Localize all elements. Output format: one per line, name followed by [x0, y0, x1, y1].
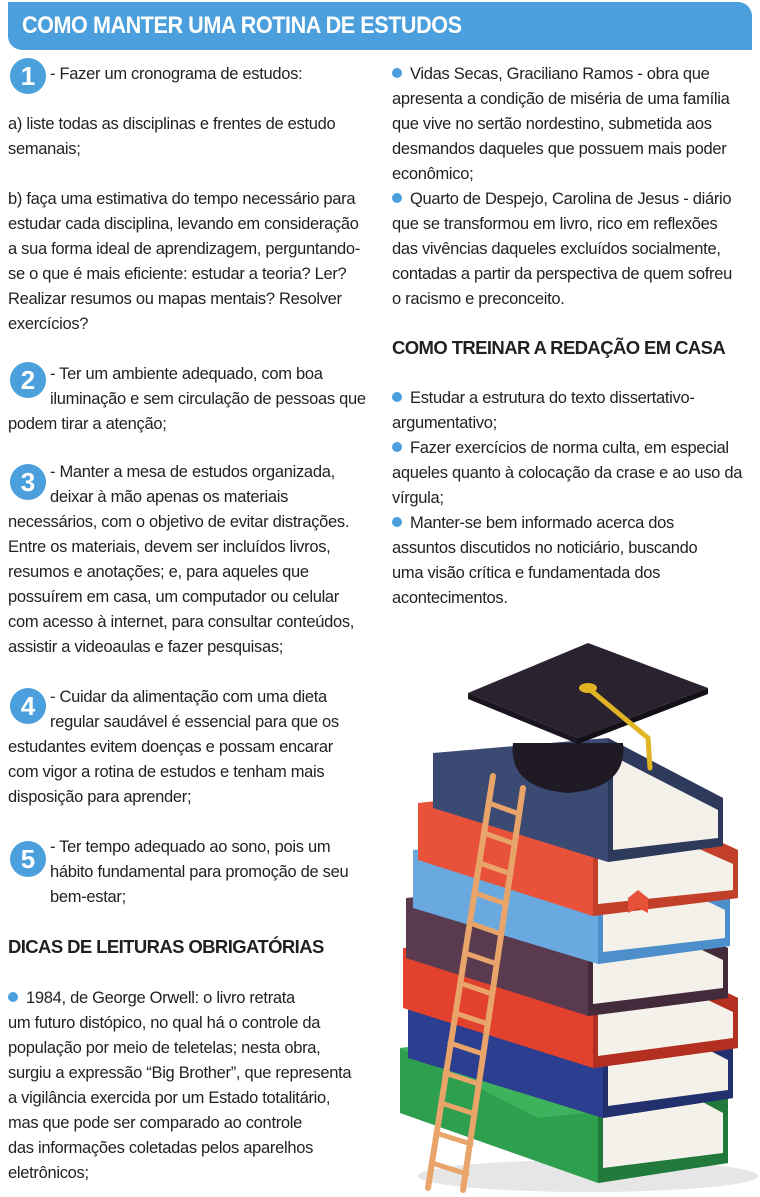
writing-line: Estudar a estrutura do texto dissertativo-: [410, 389, 695, 407]
reading-line: mas que pode ser comparado ao controle: [8, 1114, 303, 1132]
bullet-icon: [392, 193, 402, 203]
bullet-icon: [392, 392, 402, 402]
writing-line: vírgula;: [392, 489, 444, 507]
writing-line: Fazer exercícios de norma culta, em especial: [410, 439, 729, 457]
bullet-icon: [8, 992, 18, 1002]
step-3-line: assistir a videoaulas e fazer pesquisas;: [8, 638, 284, 656]
step-3-line: resumos e anotações; e, para aqueles que: [8, 563, 309, 581]
step-1-b-line: exercícios?: [8, 315, 89, 333]
step-4-line: estudantes evitem doenças e possam encarar: [8, 738, 333, 756]
step-4-line: regular saudável é essencial para que os: [50, 713, 339, 731]
step-4-line: com vigor a rotina de estudos e tenham mais: [8, 763, 325, 781]
step-3-line: deixar à mão apenas os materiais: [50, 488, 289, 506]
step-1-b-line: Realizar resumos ou mapas mentais? Resolver: [8, 290, 342, 308]
step-4-badge: 4: [10, 688, 46, 724]
writing-heading: COMO TREINAR A REDAÇÃO EM CASA: [392, 337, 726, 358]
step-3-line: necessários, com o objetivo de evitar distrações.: [8, 513, 350, 531]
writing-line: acontecimentos.: [392, 589, 508, 607]
reading-line: eletrônicos;: [8, 1164, 89, 1182]
step-1-b-line: a sua forma ideal de aprendizagem, perguntando-: [8, 240, 360, 258]
step-1-badge: 1: [10, 58, 46, 94]
reading-line: um futuro distópico, no qual há o controle da: [8, 1014, 321, 1032]
step-3-line: - Manter a mesa de estudos organizada,: [50, 463, 335, 481]
step-1-a-line: a) liste todas as disciplinas e frentes de estudo: [8, 115, 336, 133]
reading-line: a vigilância exercida por um Estado totalitário,: [8, 1089, 331, 1107]
reading-line: que se transformou em livro, rico em reflexões: [392, 215, 718, 233]
books-graduation-cap-icon: [388, 628, 760, 1197]
step-5-line: bem-estar;: [50, 888, 126, 906]
writing-line: argumentativo;: [392, 414, 497, 432]
books-stack-illustration: [388, 628, 760, 1197]
step-5-line: - Ter tempo adequado ao sono, pois um: [50, 838, 331, 856]
reading-item-quarto-de-despejo: [392, 187, 732, 312]
reading-line: apresenta a condição de miséria de uma família: [392, 90, 730, 108]
step-3-line: Entre os materiais, devem ser incluídos livros,: [8, 538, 331, 556]
header-banner: [8, 2, 752, 50]
step-2-badge: 2: [10, 362, 46, 398]
step-2-line: iluminação e sem circulação de pessoas que: [50, 390, 366, 408]
reading-line: que vive no sertão nordestino, submetida aos: [392, 115, 712, 133]
step-4-line: - Cuidar da alimentação com uma dieta: [50, 688, 327, 706]
step-1-item-a: [8, 112, 335, 162]
step-4-line: disposição para aprender;: [8, 788, 192, 806]
writing-line: uma visão crítica e fundamentada dos: [392, 564, 661, 582]
step-2-text: [8, 362, 366, 437]
readings-heading: DICAS DE LEITURAS OBRIGATÓRIAS: [8, 936, 324, 957]
step-5-line: hábito fundamental para promoção de seu: [50, 863, 349, 881]
reading-line: desmandos daqueles que possuem mais poder: [392, 140, 727, 158]
reading-line: Quarto de Despejo, Carolina de Jesus - diário: [410, 190, 732, 208]
writing-line: aqueles quanto à colocação da crase e ao uso da: [392, 464, 743, 482]
bullet-icon: [392, 442, 402, 452]
reading-item-vidas-secas: [392, 62, 729, 187]
reading-line: das vivências daqueles excluídos socialmente,: [392, 240, 721, 258]
reading-line: população por meio de teletelas; nesta obra,: [8, 1039, 321, 1057]
reading-line: surgiu a expressão “Big Brother”, que representa: [8, 1064, 352, 1082]
writing-line: assuntos discutidos no noticiário, buscando: [392, 539, 698, 557]
step-1-b-line: estudar cada disciplina, levando em consideração: [8, 215, 359, 233]
reading-line: contadas a partir da perspectiva de quem sofreu: [392, 265, 732, 283]
step-3-text: [8, 460, 354, 660]
writing-line: Manter-se bem informado acerca dos: [410, 514, 675, 532]
step-3-badge: 3: [10, 464, 46, 500]
step-3-line: possuírem em casa, um computador ou celular: [8, 588, 340, 606]
reading-line: Vidas Secas, Graciliano Ramos - obra que: [410, 65, 710, 83]
step-2-line: - Ter um ambiente adequado, com boa: [50, 365, 323, 383]
step-3-line: com acesso à internet, para consultar conteúdos,: [8, 613, 355, 631]
writing-item-2: [392, 436, 742, 511]
step-1-b-line: se o que é mais eficiente: estudar a teoria? Ler?: [8, 265, 347, 283]
step-4-text: [8, 685, 339, 810]
reading-line: das informações coletadas pelos aparelhos: [8, 1139, 314, 1157]
step-1-item-b: [8, 187, 360, 337]
step-1-text: [50, 62, 302, 87]
reading-item-1984: [8, 986, 351, 1186]
step-2-line: podem tirar a atenção;: [8, 415, 167, 433]
step-1-line: - Fazer um cronograma de estudos:: [50, 65, 303, 83]
bullet-icon: [392, 517, 402, 527]
step-5-badge: 5: [10, 841, 46, 877]
writing-item-1: [392, 386, 695, 436]
reading-line: econômico;: [392, 165, 474, 183]
reading-line: o racismo e preconceito.: [392, 290, 565, 308]
bullet-icon: [392, 68, 402, 78]
page-title: COMO MANTER UMA ROTINA DE ESTUDOS: [22, 12, 462, 39]
writing-item-3: [392, 511, 697, 611]
step-1-b-line: b) faça uma estimativa do tempo necessário para: [8, 190, 356, 208]
reading-line: 1984, de George Orwell: o livro retrata: [26, 989, 295, 1007]
step-1-a-line: semanais;: [8, 140, 81, 158]
step-5-text: [50, 835, 348, 910]
